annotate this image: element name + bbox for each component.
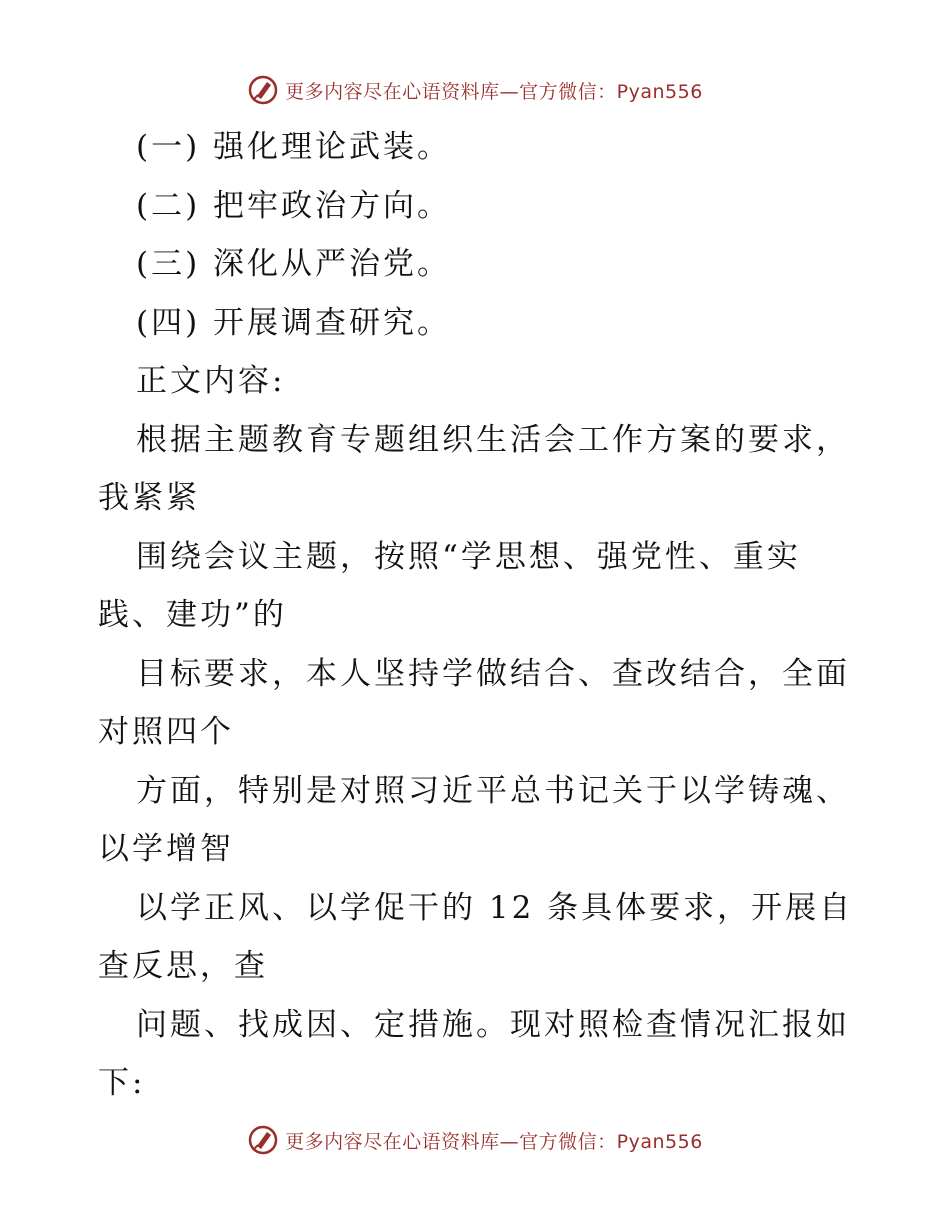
paragraph-line: 方面，特别是对照习近平总书记关于以学铸魂、 (136, 772, 850, 809)
header-banner (0, 70, 950, 110)
paragraph-line: 以学正风、以学促干的 12 条具体要求，开展自 (136, 889, 854, 926)
pen-circle-logo-icon (247, 74, 279, 106)
paragraph-line: 查反思，查 (98, 948, 268, 984)
pen-circle-logo-icon (247, 1124, 279, 1156)
section-item-3: (三) 深化从严治党。 (136, 246, 452, 282)
paragraph-line: 根据主题教育专题组织生活会工作方案的要求， (136, 421, 850, 458)
document-body (98, 118, 868, 1113)
section-item-1: (一) 强化理论武装。 (136, 129, 452, 165)
section-item-4: (四) 开展调查研究。 (136, 304, 452, 341)
paragraph-line: 践、建功”的 (98, 597, 287, 633)
body-heading: 正文内容: (136, 363, 286, 399)
footer-banner-text: 更多内容尽在心语资料库—官方微信：Pyan556 (285, 1130, 703, 1153)
paragraph-line: 围绕会议主题，按照“学思想、强党性、重实 (136, 538, 801, 575)
paragraph-line: 问题、找成因、定措施。现对照检查情况汇报如 (136, 1006, 850, 1043)
paragraph-line: 我紧紧 (98, 480, 200, 516)
footer-banner (0, 1120, 950, 1160)
paragraph-line: 目标要求，本人坚持学做结合、查改结合，全面 (136, 655, 850, 692)
header-banner-text: 更多内容尽在心语资料库—官方微信：Pyan556 (285, 80, 703, 103)
section-item-2: (二) 把牢政治方向。 (136, 187, 452, 224)
paragraph-line: 对照四个 (98, 714, 234, 750)
paragraph-line: 下: (98, 1065, 146, 1101)
paragraph-line: 以学增智 (98, 831, 234, 867)
